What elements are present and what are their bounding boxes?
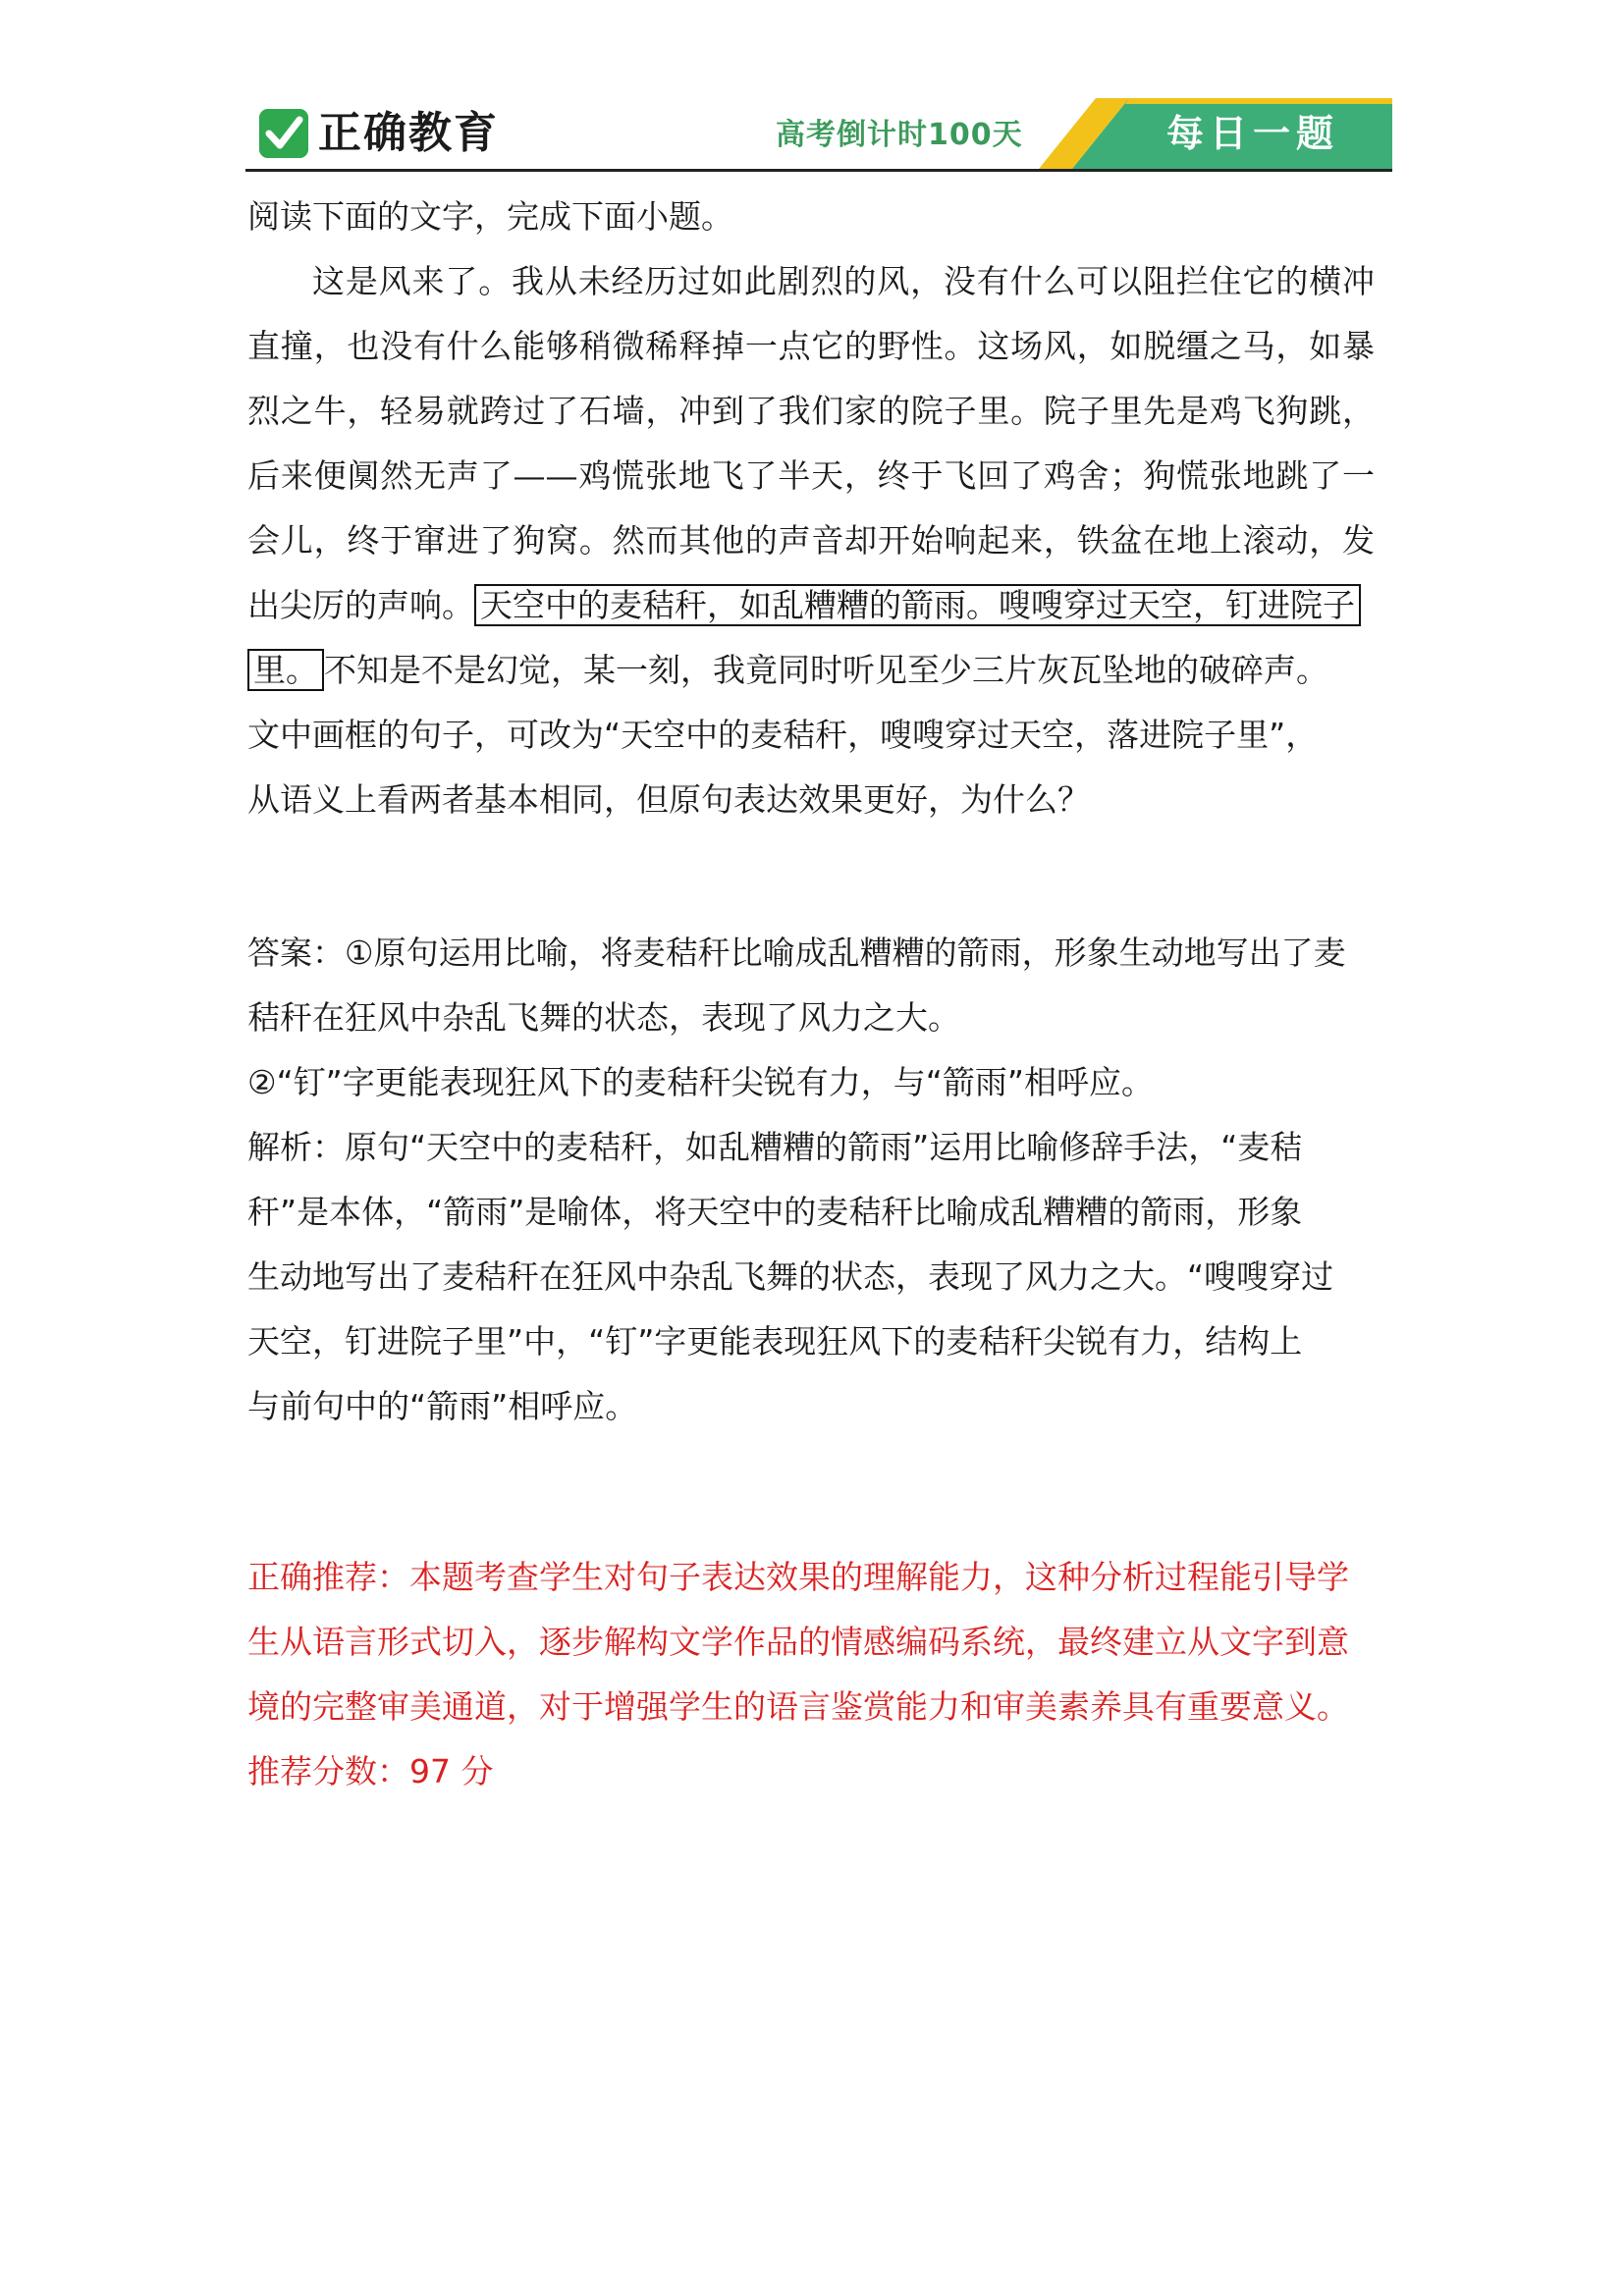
reading-passage xyxy=(247,249,1375,703)
framed-sentence: 天空中的麦秸秆，如乱糟糟的箭雨。嗖嗖穿过天空，钉进院子 xyxy=(474,584,1361,626)
daily-question-label: 每日一题 xyxy=(1166,112,1340,155)
answer-line: 答案：①原句运用比喻，将麦秸秆比喻成乱糟糟的箭雨，形象生动地写出了麦 xyxy=(247,934,1346,972)
countdown-text: 高考倒计时100天 xyxy=(776,118,1023,152)
passage-line xyxy=(247,638,1375,703)
question-instruction: 阅读下面的文字，完成下面小题。 xyxy=(247,197,733,236)
analysis-line: 秆”是本体，“箭雨”是喻体，将天空中的麦秸秆比喻成乱糟糟的箭雨，形象 xyxy=(247,1193,1303,1231)
analysis-line: 生动地写出了麦秸秆在狂风中杂乱飞舞的状态，表现了风力之大。“嗖嗖穿过 xyxy=(247,1257,1334,1296)
question-prompt: 文中画框的句子，可改为“天空中的麦秸秆，嗖嗖穿过天空，落进院子里”， xyxy=(247,716,1319,754)
passage-line: 直撞，也没有什么能够稍微稀释掉一点它的野性。这场风，如脱缰之马，如暴 xyxy=(247,327,1375,365)
answer-line: ②“钉”字更能表现狂风下的麦秸秆尖锐有力，与“箭雨”相呼应。 xyxy=(247,1063,1154,1101)
daily-question-tab xyxy=(1039,98,1392,169)
analysis-section xyxy=(247,1115,1375,1439)
recommendation-line: 正确推荐：本题考查学生对句子表达效果的理解能力，这种分析过程能引导学 xyxy=(247,1558,1349,1596)
passage-line: 这是风来了。我从未经历过如此剧烈的风，没有什么可以阻拦住它的横冲 xyxy=(312,262,1375,300)
recommendation-line: 生从语言形式切入，逐步解构文学作品的情感编码系统，最终建立从文字到意 xyxy=(247,1623,1349,1661)
passage-line: 后来便阒然无声了——鸡慌张地飞了半天，终于飞回了鸡舍；狗慌张地跳了一 xyxy=(247,456,1375,495)
analysis-line: 解析：原句“天空中的麦秸秆，如乱糟糟的箭雨”运用比喻修辞手法，“麦秸 xyxy=(247,1128,1303,1166)
passage-text: 不知是不是幻觉，某一刻，我竟同时听见至少三片灰瓦坠地的破碎声。 xyxy=(324,651,1328,689)
recommendation-line: 境的完整审美通道，对于增强学生的语言鉴赏能力和审美素养具有重要意义。 xyxy=(247,1687,1349,1726)
document-body xyxy=(247,185,1375,1804)
header-divider xyxy=(245,169,1392,172)
recommendation-section xyxy=(247,1545,1375,1804)
passage-line xyxy=(247,573,1375,638)
answer-line: 秸秆在狂风中杂乱飞舞的状态，表现了风力之大。 xyxy=(247,998,960,1037)
answer-section xyxy=(247,921,1375,1115)
question-prompt: 从语义上看两者基本相同，但原句表达效果更好，为什么？ xyxy=(247,780,1090,819)
passage-line: 会儿，终于窜进了狗窝。然而其他的声音却开始响起来，铁盆在地上滚动，发 xyxy=(247,521,1375,560)
analysis-line: 与前句中的“箭雨”相呼应。 xyxy=(247,1387,638,1425)
framed-sentence-end: 里。 xyxy=(247,649,324,691)
header-banner xyxy=(245,98,1392,169)
brand-logo xyxy=(259,106,499,161)
brand-name: 正确教育 xyxy=(318,108,499,158)
checkmark-icon xyxy=(259,109,308,158)
passage-text: 出尖厉的声响。 xyxy=(247,586,474,624)
analysis-line: 天空，钉进院子里”中，“钉”字更能表现狂风下的麦秸秆尖锐有力，结构上 xyxy=(247,1322,1303,1361)
passage-line: 烈之牛，轻易就跨过了石墙，冲到了我们家的院子里。院子里先是鸡飞狗跳， xyxy=(247,392,1375,430)
recommendation-score: 推荐分数：97 分 xyxy=(247,1752,494,1790)
